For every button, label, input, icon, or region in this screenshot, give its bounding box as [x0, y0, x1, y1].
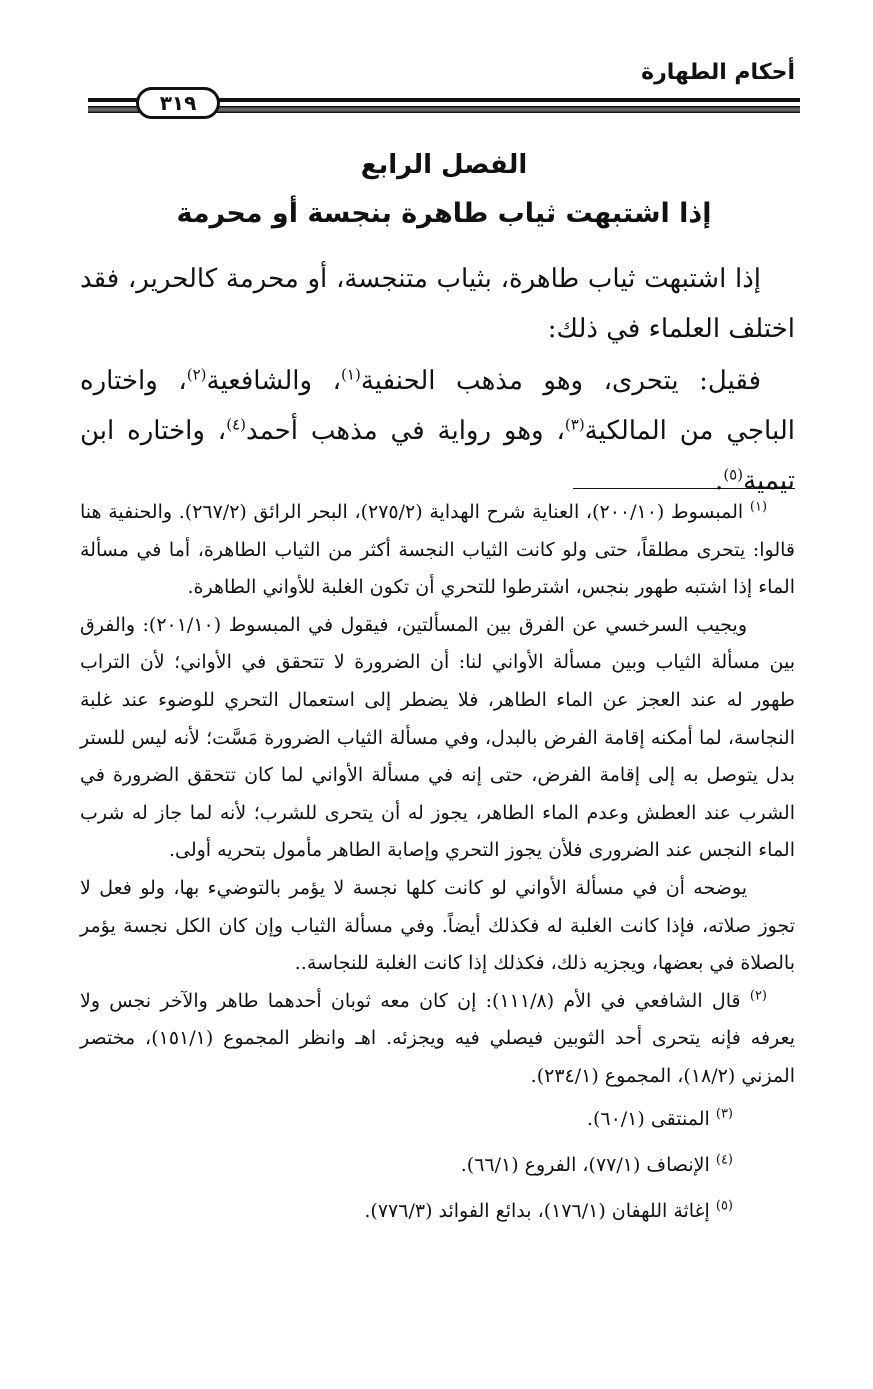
body-text-segment: ، واختاره ابن تيمية — [80, 416, 795, 496]
chapter-subtitle: إذا اشتبهت ثياب طاهرة بنجسة أو محرمة — [176, 198, 712, 229]
footnote-2-text: قال الشافعي في الأم (١١١/٨): إن كان معه ثوبان أحدهما طاهر والآخر نجس ولا يعرفه فإنه يتحرى أحد الثوبين فيصلي فيه ويجزئه. اهـ وانظر المجموع (١٥١/١)، مختصر المزني (١٨/٢)، المجموع (٢٣٤/١). — [80, 989, 795, 1087]
footnote-number-5: (٥) — [715, 1198, 733, 1214]
body-text-segment: فقيل: يتحرى، وهو مذهب الحنفية — [360, 366, 762, 396]
footnote-ref-2[interactable]: (٢) — [186, 365, 207, 384]
body-text-segment: ، واختاره الباجي من المالكية — [80, 366, 795, 446]
footnote-1-text: المبسوط (٢٠٠/١٠)، العناية شرح الهداية (٢٧٥/٢)، البحر الرائق (٢٦٧/٢). والحنفية هنا قالوا: يتحرى مطلقاً، حتى ولو كانت الثياب النجسة أكثر من الثياب الطاهرة، أما في مسألة الماء إذا اشتبه طهور بنجس، اشترطوا للتحري أن تكون الغلبة للأواني الطاهرة. — [80, 501, 795, 599]
chapter-title: الفصل الرابع — [360, 150, 528, 180]
body-paragraph-2 — [80, 356, 795, 506]
footnote-5-text: إغاثة اللهفان (١٧٦/١)، بدائع الفوائد (٧٧٦/٣). — [364, 1199, 710, 1222]
footnote-number-2: (٢) — [749, 988, 767, 1004]
footnote-1-continuation: يوضحه أن في مسألة الأواني لو كانت كلها نجسة لا يؤمر بالتوضيء بها، ولو فعل لا تجوز صلاته، فإذا كانت الغلبة له فكذلك أيضاً. وفي مسألة الثياب وإن كان الكل نجسة يؤمر بالصلاة في بعضها، ويجزيه ذلك، فكذلك إذا كانت الغلبة للنجاسة.. — [80, 876, 795, 975]
footnote-3 — [80, 1096, 795, 1142]
body-paragraph-1: إذا اشتبهت ثياب طاهرة، بثياب متنجسة، أو محرمة كالحرير، فقد اختلف العلماء في ذلك: — [80, 264, 795, 344]
footnote-number-4: (٤) — [715, 1152, 733, 1168]
footnote-ref-5[interactable]: (٥) — [723, 465, 744, 484]
body-text-segment: ، والشافعية — [206, 366, 342, 396]
footnote-ref-4[interactable]: (٤) — [226, 415, 246, 434]
footnotes — [80, 494, 795, 1234]
footnote-4-text: الإنصاف (٧٧/١)، الفروع (٦٦/١). — [460, 1153, 710, 1176]
body-text-segment: ، وهو رواية في مذهب أحمد — [245, 416, 565, 446]
footnote-number-3: (٣) — [715, 1106, 733, 1122]
body-text-segment: . — [715, 466, 724, 496]
footnote-2 — [80, 983, 795, 1096]
footnote-ref-3[interactable]: (٣) — [564, 415, 585, 434]
footnote-1-continuation: ويجيب السرخسي عن الفرق بين المسألتين، فيقول في المبسوط (٢٠١/١٠): والفرق بين مسألة الثياب وبين مسألة الأواني لنا: أن الضرورة لا تتحقق في الأواني؛ لأن التراب طهور له عند العجز عن الماء الطاهر، فلا يضطر إلى استعمال التحري للوضوء عند غلبة النجاسة، لما أمكنه إقامة الفرض بالبدل، وفي مسألة الثياب الضرورة مَسَّت؛ لأنه ليس للستر بدل يتوصل به إلى إقامة الفرض، حتى إنه في مسألة الأواني لما كان تتحقق الضرورة في الشرب عند العطش وعدم الماء الطاهر، يجوز له أن يتحرى للشرب؛ لأنه لما جاز له شرب الماء النجس عند الضرورى فلأن يجوز التحري وإصابة الطاهر مأمول بتحريه أولى. — [80, 613, 795, 862]
footnote-separator — [573, 488, 795, 489]
page-number: ٣١٩ — [136, 87, 220, 119]
footnote-1 — [80, 494, 795, 607]
footnote-4 — [80, 1142, 795, 1188]
running-title: أحكام الطهارة — [641, 60, 795, 85]
footnote-ref-1[interactable]: (١) — [341, 365, 361, 384]
footnote-number-1: (١) — [749, 499, 768, 515]
footnote-5 — [80, 1188, 795, 1234]
footnote-3-text: المنتقى (٦٠/١). — [586, 1107, 710, 1130]
